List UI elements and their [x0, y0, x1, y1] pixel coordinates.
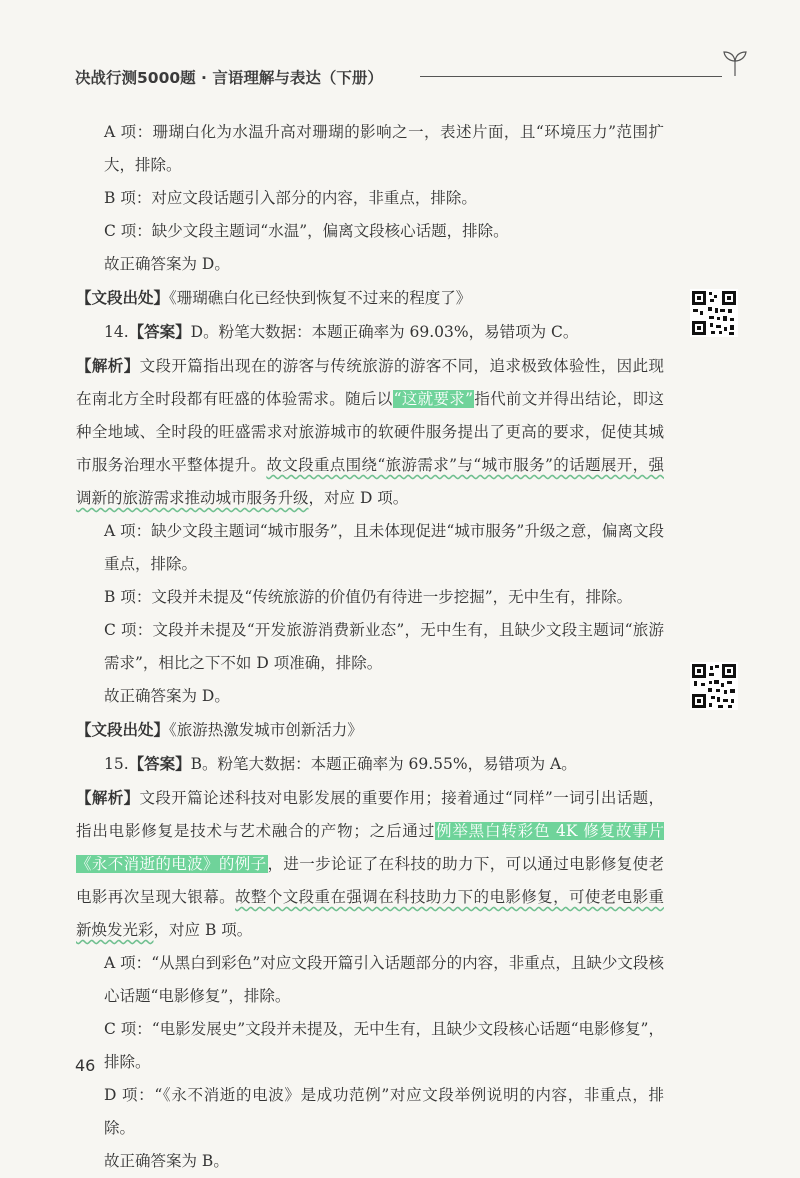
qr-code-icon[interactable] [690, 289, 738, 337]
option-analysis: C 项：“电影发展史”文段并未提及，无中生有，且缺少文段核心话题“电影修复”，排除。 [104, 1020, 664, 1071]
answer-text: D。粉笔大数据：本题正确率为 69.03%，易错项为 C。 [190, 323, 579, 341]
analysis-text: 文段开篇论述科技对电影发展的重要作用；接着通过“同样”一词引出话题，指出电影修复是技术与艺术融合的产物；之后通过 [76, 789, 664, 840]
analysis-tag: 【解析】 [76, 788, 140, 807]
analysis-text: ，进一步论证了在科技的助力下，可以通过电影修复使老电影再次呈现大银幕。 [76, 855, 664, 906]
analysis-text: 文段开篇指出现在的游客与传统旅游的游客不同，追求极致体验性，因此现在南北方全时段都有旺盛的体验需求。随后以 [76, 357, 664, 408]
source-line [76, 281, 664, 315]
analysis-text: ，对应 B 项。 [153, 921, 253, 939]
analysis-text: ，对应 D 项。 [308, 489, 409, 507]
answer-tag: 【答案】 [128, 754, 191, 773]
option-analysis: A 项：珊瑚白化为水温升高对珊瑚的影响之一，表述片面，且“环境压力”范围扩大，排除。 [104, 123, 664, 174]
question-number: 14. [104, 323, 129, 341]
page-header [75, 66, 750, 90]
correct-answer-line: 故正确答案为 D。 [104, 687, 230, 705]
source-tag: 【文段出处】 [76, 288, 170, 307]
option-analysis: A 项：缺少文段主题词“城市服务”，且未体现促进“城市服务”升级之意，偏离文段重点，排除。 [104, 522, 664, 573]
analysis-text: 指代前文并得出结论，即这种全地域、全时段的旺盛需求对旅游城市的软硬件服务提出了更高的要求，促使其城市服务治理水平整体提升。 [76, 390, 664, 474]
sprout-icon [720, 48, 750, 78]
highlighted-keyword: “这就要求” [393, 390, 474, 408]
book-title: 决战行测5000题 · 言语理解与表达（下册） [75, 69, 383, 87]
option-analysis: B 项：文段并未提及“传统旅游的价值仍有待进一步挖掘”，无中生有，排除。 [104, 588, 633, 606]
option-analysis: B 项：对应文段话题引入部分的内容，非重点，排除。 [104, 189, 477, 207]
option-analysis: D 项：“《永不消逝的电波》是成功范例”对应文段举例说明的内容，非重点，排除。 [104, 1086, 664, 1137]
key-conclusion: 故文段重点围绕“旅游需求”与“城市服务”的话题展开，强调新的旅游需求推动城市服务升级 [76, 456, 664, 507]
option-analysis: C 项：文段并未提及“开发旅游消费新业态”，无中生有，且缺少文段主题词“旅游需求”，相比之下不如 D 项准确，排除。 [104, 621, 664, 672]
highlighted-keyword: 例举黑白转彩色 4K 修复故事片《永不消逝的电波》的例子 [76, 822, 664, 873]
key-conclusion: 故整个文段重在强调在科技助力下的电影修复，可使老电影重新焕发光彩 [76, 888, 664, 939]
option-analysis: C 项：缺少文段主题词“水温”，偏离文段核心话题，排除。 [104, 222, 509, 240]
header-rule [420, 76, 722, 77]
answer-tag: 【答案】 [128, 322, 191, 341]
analysis-paragraph [76, 781, 664, 947]
option-analysis: A 项：“从黑白到彩色”对应文段开篇引入话题部分的内容，非重点，且缺少文段核心话题“电影修复”，排除。 [104, 954, 664, 1005]
answer-line [104, 315, 664, 349]
correct-answer-line: 故正确答案为 D。 [104, 255, 230, 273]
page-number: 46 [75, 1056, 96, 1075]
question-number: 15. [104, 755, 129, 773]
correct-answer-line: 故正确答案为 B。 [104, 1152, 229, 1170]
source-text: 《珊瑚礁白化已经快到恢复不过来的程度了》 [169, 289, 472, 307]
analysis-paragraph [76, 349, 664, 515]
analysis-tag: 【解析】 [76, 356, 140, 375]
source-line [76, 713, 664, 747]
qr-code-icon[interactable] [690, 662, 738, 710]
source-tag: 【文段出处】 [76, 720, 170, 739]
source-text: 《旅游热激发城市创新活力》 [169, 721, 363, 739]
answer-line [104, 747, 664, 781]
answer-text: B。粉笔大数据：本题正确率为 69.55%，易错项为 A。 [190, 755, 577, 773]
